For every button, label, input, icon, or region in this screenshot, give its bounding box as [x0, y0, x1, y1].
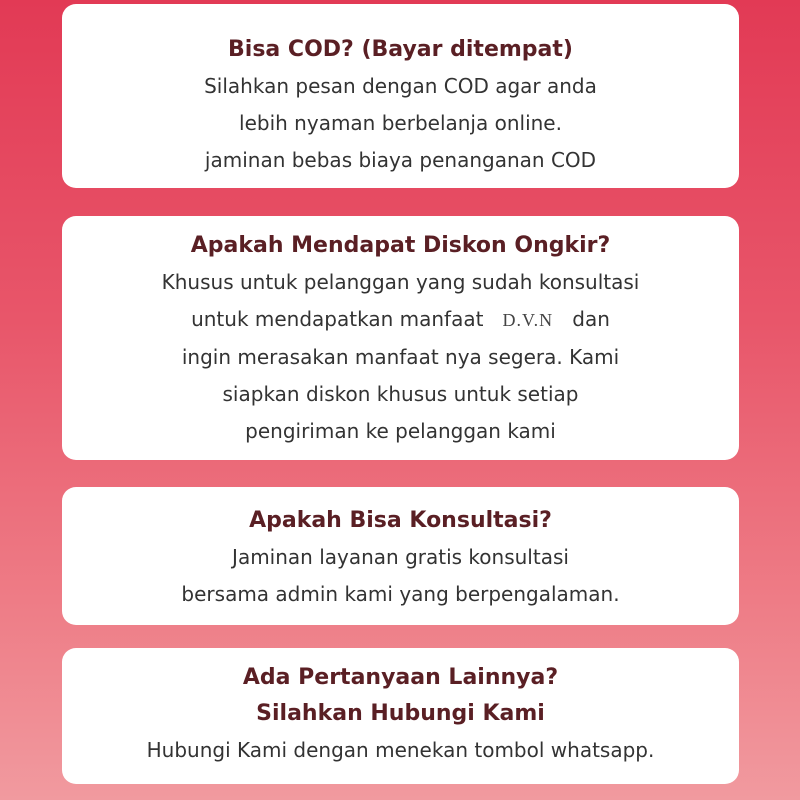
faq-subtitle: Silahkan Hubungi Kami	[256, 701, 545, 726]
faq-text-line: Jaminan layanan gratis konsultasi	[232, 545, 569, 569]
faq-text-line: bersama admin kami yang berpengalaman.	[181, 582, 620, 606]
faq-text-line: siapkan diskon khusus untuk setiap	[222, 382, 579, 406]
faq-text-line: Silahkan pesan dengan COD agar anda	[204, 74, 597, 98]
faq-text-line: jaminan bebas biaya penanganan COD	[204, 148, 597, 172]
faq-text-line: pengiriman ke pelanggan kami	[245, 419, 556, 443]
faq-title: Bisa COD? (Bayar ditempat)	[228, 37, 573, 62]
faq-title: Apakah Bisa Konsultasi?	[249, 508, 552, 533]
faq-card-cod	[62, 4, 739, 188]
faq-card-hubungi	[62, 648, 739, 784]
faq-text-line: Hubungi Kami dengan menekan tombol whatsapp.	[146, 738, 655, 762]
faq-text-line	[62, 301, 739, 339]
faq-text-segment: dan	[572, 307, 610, 331]
product-name: D.V.N	[502, 310, 554, 330]
faq-text-segment: untuk mendapatkan manfaat	[191, 307, 484, 331]
faq-text-line: ingin merasakan manfaat nya segera. Kami	[181, 345, 620, 369]
faq-text-line: Khusus untuk pelanggan yang sudah konsultasi	[161, 270, 640, 294]
faq-card-konsultasi	[62, 487, 739, 625]
faq-title: Apakah Mendapat Diskon Ongkir?	[190, 233, 611, 258]
faq-card-diskon-ongkir	[62, 216, 739, 460]
faq-text-line: lebih nyaman berbelanja online.	[239, 111, 562, 135]
faq-title: Ada Pertanyaan Lainnya?	[242, 665, 559, 690]
